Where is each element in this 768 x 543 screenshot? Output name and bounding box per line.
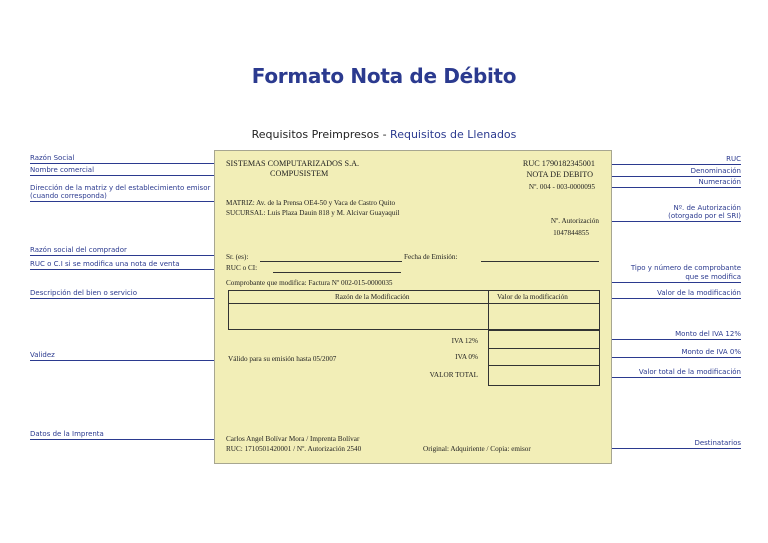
leader-line <box>30 255 214 256</box>
form-valor-total: VALOR TOTAL <box>429 371 478 379</box>
label-tipo-comprobante-nota: que se modifica <box>685 273 741 281</box>
ruc-ci-field[interactable] <box>273 272 401 273</box>
label-valor-total: Valor total de la modificación <box>638 368 741 376</box>
form-autorizacion-num: 1047844855 <box>553 229 589 237</box>
label-tipo-comprobante: Tipo y número de comprobante <box>630 264 741 272</box>
leader-line <box>30 201 214 202</box>
label-autorizacion-nota: (otorgado por el SRI) <box>668 212 741 220</box>
label-destinatarios: Destinatarios <box>694 439 741 447</box>
leader-line <box>30 298 214 299</box>
form-imprenta-2: RUC: 1710501420001 / Nº. Autorización 2540 <box>226 445 362 453</box>
subtitle-preimpresos: Requisitos Preimpresos - <box>251 128 391 141</box>
label-monto-iva0: Monto de IVA 0% <box>681 348 741 356</box>
leader-line <box>596 187 741 188</box>
totales-box <box>488 330 600 386</box>
totales-divider <box>488 365 600 366</box>
form-denominacion: NOTA DE DEBITO <box>526 170 593 179</box>
fecha-field[interactable] <box>481 261 599 262</box>
leader-line <box>604 164 741 165</box>
leader-line <box>30 439 214 440</box>
form-numero: Nº. 004 - 003-0000095 <box>528 183 595 191</box>
label-descripcion: Descripción del bien o servicio <box>30 289 137 297</box>
label-razon-social: Razón Social <box>30 154 75 162</box>
form-iva0: IVA 0% <box>455 353 478 361</box>
label-nombre-comercial: Nombre comercial <box>30 166 95 174</box>
leader-line <box>604 221 741 222</box>
totales-divider <box>488 348 600 349</box>
label-numeracion: Numeración <box>698 178 741 186</box>
col-razon-header: Razón de la Modificación <box>335 293 410 301</box>
leader-line <box>599 339 741 340</box>
label-denominacion: Denominación <box>690 167 741 175</box>
leader-line <box>30 175 214 176</box>
label-monto-iva12: Monto del IVA 12% <box>675 330 741 338</box>
label-autorizacion: Nº. de Autorización <box>673 204 741 212</box>
label-imprenta: Datos de la Imprenta <box>30 430 104 438</box>
form-original-copia: Original: Adquiriente / Copia: emisor <box>423 445 531 453</box>
label-direccion-nota: (cuando corresponda) <box>30 192 107 200</box>
form-iva12: IVA 12% <box>451 337 478 345</box>
col-valor-header: Valor de la modificación <box>497 293 568 301</box>
label-razon-comprador: Razón social del comprador <box>30 246 127 254</box>
page-title: Formato Nota de Débito <box>251 64 517 88</box>
leader-line <box>599 298 741 299</box>
subtitle-llenados: Requisitos de Llenados <box>390 128 517 141</box>
form-comprobante: Comprobante que modifica: Factura Nº 002-015-0000035 <box>226 279 393 287</box>
form-autorizacion-label: Nº. Autorización <box>550 217 599 225</box>
leader-line <box>30 360 214 361</box>
form-ruc-ci-label: RUC o CI: <box>226 264 258 272</box>
nota-debito-form <box>214 150 612 464</box>
form-empresa: SISTEMAS COMPUTARIZADOS S.A. <box>226 159 360 168</box>
form-fecha-label: Fecha de Emisión: <box>404 253 458 261</box>
label-ruc: RUC <box>726 155 741 163</box>
form-imprenta-1: Carlos Angel Bolívar Mora / Imprenta Bolívar <box>226 435 360 443</box>
sr-field[interactable] <box>260 261 402 262</box>
label-validez: Validez <box>30 351 55 359</box>
label-ruc-ci: RUC o C.I si se modifica una nota de venta <box>30 260 180 268</box>
label-direccion: Dirección de la matriz y del establecimiento emisor <box>30 184 211 192</box>
leader-line <box>30 163 214 164</box>
form-nombre-comercial: COMPUSISTEM <box>270 169 329 178</box>
leader-line <box>30 269 214 270</box>
form-ruc: RUC 1790182345001 <box>522 159 595 168</box>
label-valor-modificacion: Valor de la modificación <box>657 289 741 297</box>
form-validez: Válido para su emisión hasta 05/2007 <box>228 355 337 363</box>
page-subtitle <box>0 128 768 141</box>
leader-line <box>599 357 741 358</box>
leader-line <box>599 377 741 378</box>
form-sr-label: Sr. (es): <box>226 253 249 261</box>
form-matriz: MATRIZ: Av. de la Prensa OE4-50 y Vaca de Castro Quito <box>226 199 396 207</box>
form-sucursal: SUCURSAL: Luis Plaza Dauin 818 y M. Alcivar Guayaquil <box>226 209 400 217</box>
